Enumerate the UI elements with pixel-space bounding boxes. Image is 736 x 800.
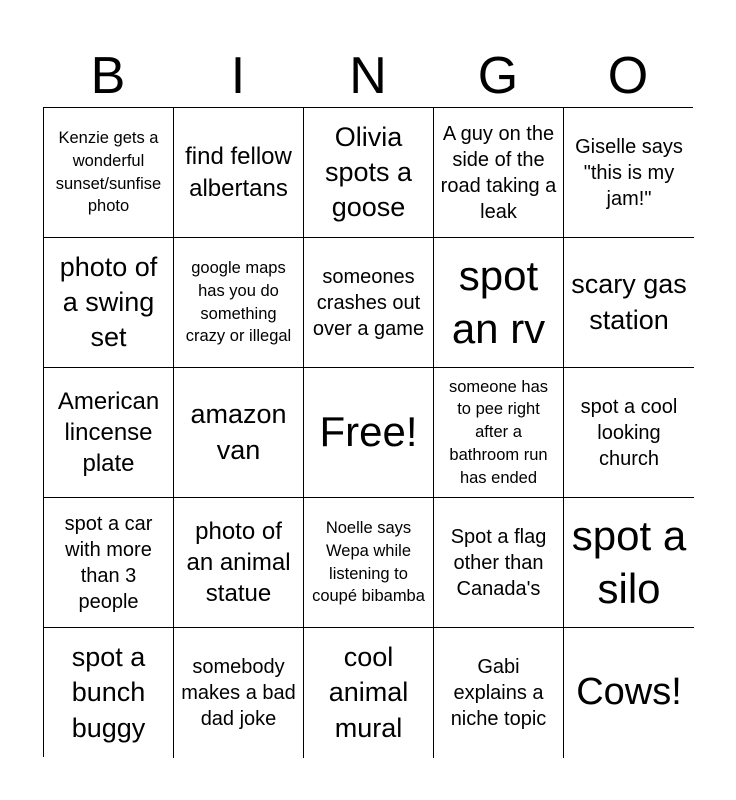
bingo-cell-r4-c4[interactable]: Cows! [564,628,694,758]
bingo-cell-r3-c4[interactable]: spot a silo [564,498,694,628]
bingo-cell-r4-c1[interactable]: somebody makes a bad dad joke [174,628,304,758]
bingo-cell-r0-c4[interactable]: Giselle says "this is my jam!" [564,108,694,238]
bingo-cell-r3-c3[interactable]: Spot a flag other than Canada's [434,498,564,628]
bingo-cell-r2-c3[interactable]: someone has to pee right after a bathroom run has ended [434,368,564,498]
bingo-cell-r1-c0[interactable]: photo of a swing set [44,238,174,368]
bingo-cell-r1-c1[interactable]: google maps has you do something crazy or illegal [174,238,304,368]
bingo-board [43,107,693,757]
bingo-cell-r0-c3[interactable]: A guy on the side of the road taking a leak [434,108,564,238]
bingo-cell-r4-c3[interactable]: Gabi explains a niche topic [434,628,564,758]
bingo-cell-r2-c4[interactable]: spot a cool looking church [564,368,694,498]
bingo-cell-r1-c2[interactable]: someones crashes out over a game [304,238,434,368]
bingo-cell-r3-c0[interactable]: spot a car with more than 3 people [44,498,174,628]
bingo-cell-r4-c0[interactable]: spot a bunch buggy [44,628,174,758]
header-letter-n: N [349,47,387,105]
bingo-cell-r2-c1[interactable]: amazon van [174,368,304,498]
bingo-cell-r0-c0[interactable]: Kenzie gets a wonderful sunset/sunfise photo [44,108,174,238]
bingo-cell-r1-c4[interactable]: scary gas station [564,238,694,368]
header-letter-b: B [90,47,126,105]
bingo-header [43,44,693,108]
bingo-cell-r3-c1[interactable]: photo of an animal statue [174,498,304,628]
bingo-cell-r3-c2[interactable]: Noelle says Wepa while listening to coupé bibamba [304,498,434,628]
bingo-cell-r1-c3[interactable]: spot an rv [434,238,564,368]
bingo-cell-r4-c2[interactable]: cool animal mural [304,628,434,758]
bingo-cell-r2-c2-free[interactable]: Free! [304,368,434,498]
header-letter-g: G [477,47,519,105]
bingo-cell-r0-c2[interactable]: Olivia spots a goose [304,108,434,238]
header-letter-i: I [230,47,246,105]
bingo-cell-r2-c0[interactable]: American lincense plate [44,368,174,498]
bingo-cell-r0-c1[interactable]: find fellow albertans [174,108,304,238]
header-letter-o: O [607,47,649,105]
